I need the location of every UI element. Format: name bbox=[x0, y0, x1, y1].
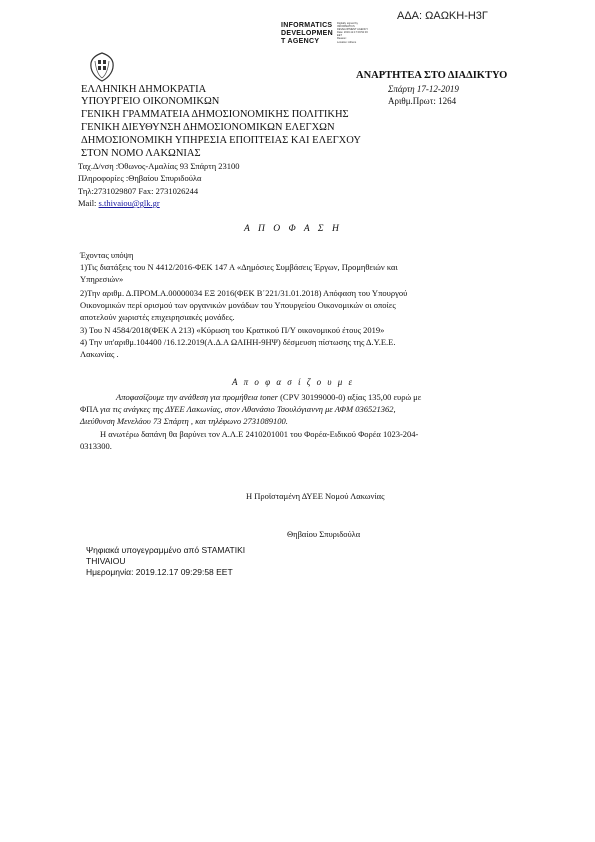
protocol-number: Αριθμ.Πρωτ: 1264 bbox=[388, 96, 457, 106]
greek-emblem-icon bbox=[88, 52, 116, 82]
stamp-brand-line: DEVELOPMEN bbox=[281, 30, 334, 37]
document-date: Σπάρτη 17-12-2019 bbox=[388, 84, 459, 94]
header-line: ΕΛΛΗΝΙΚΗ ΔΗΜΟΚΡΑΤΙΑ bbox=[81, 84, 207, 95]
email-link[interactable]: s.thivaiou@glk.gr bbox=[98, 198, 160, 208]
decision-line: 0313300. bbox=[80, 441, 112, 451]
stamp-brand-line: INFORMATICS bbox=[281, 22, 333, 29]
info-line: Πληροφορίες :Θηβαίου Σπυριδούλα bbox=[78, 173, 202, 183]
decision-text: ΦΠΑ bbox=[80, 404, 101, 414]
stamp-meta-line: DEVELOPMENT AGENCY bbox=[337, 28, 369, 32]
legal-item: 4) Την υπ'αριθμ.104400 /16.12.2019(Α.Δ.Α ΩΑΙΗΗ-9ΗΨ) δέσμευση πίστωσης της Δ.Υ.Ε.Ε. bbox=[80, 337, 396, 347]
mail-line bbox=[78, 198, 160, 209]
mail-label: Mail: bbox=[78, 198, 99, 208]
legal-item: Υπηρεσιών» bbox=[80, 274, 124, 284]
header-line: ΓΕΝΙΚΗ ΔΙΕΥΘΥΝΣΗ ΔΗΜΟΣΙΟΝΟΜΙΚΩΝ ΕΛΕΓΧΩΝ bbox=[81, 122, 335, 133]
phone-line: Τηλ:2731029807 Fax: 2731026244 bbox=[78, 186, 199, 196]
stamp-meta-line: EET bbox=[337, 34, 343, 38]
digital-signature-line: Ψηφιακά υπογεγραμμένο από STAMATIKI bbox=[86, 545, 246, 555]
legal-item: αποτελούν χωριστές επιχειρησιακές μονάδες. bbox=[80, 312, 235, 322]
stamp-meta-line: Date: 2019.12.17 09:52:33 bbox=[337, 31, 368, 35]
digital-signature-stamp bbox=[281, 22, 368, 46]
header-line: ΔΗΜΟΣΙΟΝΟΜΙΚΗ ΥΠΗΡΕΣΙΑ ΕΠΟΠΤΕΙΑΣ ΚΑΙ ΕΛΕΓΧΟΥ bbox=[81, 135, 361, 146]
decision-line: Η ανωτέρω δαπάνη θα βαρύνει τον Α.Λ.Ε 2410201001 του Φορέα-Ειδικού Φορέα 1023-204- bbox=[100, 429, 419, 439]
stamp-brand bbox=[281, 22, 333, 46]
decision-text: (CPV 30199000-0) αξίας 135,00 ευρώ με bbox=[277, 392, 422, 402]
posted-online-label: ΑΝΑΡΤΗΤΕΑ ΣΤΟ ΔΙΑΔΙΚΤΥΟ bbox=[356, 70, 508, 81]
decision-text-italic: Διεύθυνση Μενελάου 73 Σπάρτη , και τηλέφωνο 2731089100. bbox=[80, 416, 288, 426]
signatory-role: Η Προϊσταμένη ΔΥΕΕ Νομού Λακωνίας bbox=[246, 491, 385, 501]
decision-heading: Α π ο φ α σ ί ζ ο υ μ ε bbox=[232, 377, 355, 387]
stamp-meta-line: Digitally signed by bbox=[337, 22, 358, 25]
stamp-meta-line: INFORMATICS bbox=[337, 25, 355, 29]
document-title: Α Π Ο Φ Α Σ Η bbox=[244, 224, 342, 234]
stamp-brand-line: T AGENCY bbox=[281, 38, 320, 45]
legal-item: Οικονομικών περί ορισμού των οργανικών μονάδων του Υπουργείου Οικονομικών οι οποίες bbox=[80, 300, 396, 310]
decision-line bbox=[80, 416, 288, 427]
legal-item: Λακωνίας . bbox=[80, 349, 119, 359]
legal-item: 1)Τις διατάξεις του Ν 4412/2016-ΦΕΚ 147 Α «Δημόσιες Συμβάσεις Έργων, Προμηθειών και bbox=[80, 262, 398, 272]
stamp-meta bbox=[337, 22, 368, 44]
digital-signature-line: THIVAIOU bbox=[86, 556, 126, 566]
header-line: ΣΤΟΝ ΝΟΜΟ ΛΑΚΩΝΙΑΣ bbox=[81, 148, 201, 159]
legal-item: 2)Την αριθμ. Δ.ΠΡΟΜ.Α.00000034 ΕΞ 2016(ΦΕΚ Β΄221/31.01.2018) Απόφαση του Υπουργού bbox=[80, 288, 408, 298]
decision-text-italic: Αποφασίζουμε την ανάθεση για προμήθεια toner bbox=[116, 392, 278, 402]
signatory-name: Θηβαίου Σπυριδούλα bbox=[287, 529, 361, 539]
header-line: ΓΕΝΙΚΗ ΓΡΑΜΜΑΤΕΙΑ ΔΗΜΟΣΙΟΝΟΜΙΚΗΣ ΠΟΛΙΤΙΚΗΣ bbox=[81, 109, 349, 120]
considering-heading: Έχοντας υπόψη bbox=[80, 250, 134, 260]
stamp-meta-line: Location: Athens bbox=[337, 40, 357, 44]
legal-item: 3) Του Ν 4584/2018(ΦΕΚ Α 213) «Κύρωση του Κρατικού Π/Υ οικονομικού έτους 2019» bbox=[80, 325, 385, 335]
decision-text-italic: για τις ανάγκες της ΔΥΕΕ Λακωνίας, στον Αθανάσιο Τσουλόγιαννη με ΑΦΜ 036521362, bbox=[100, 404, 396, 414]
decision-line bbox=[80, 404, 396, 415]
address-line: Ταχ.Δ/νση :Όθωνος-Αμαλίας 93 Σπάρτη 23100 bbox=[78, 161, 240, 171]
stamp-meta-line: Reason: bbox=[337, 37, 347, 41]
header-line: ΥΠΟΥΡΓΕΙΟ ΟΙΚΟΝΟΜΙΚΩΝ bbox=[81, 96, 220, 107]
digital-signature-line: Ημερομηνία: 2019.12.17 09:29:58 EET bbox=[86, 567, 233, 577]
decision-line bbox=[116, 392, 421, 403]
ada-code: ΑΔΑ: ΩΑΩΚΗ-Η3Γ bbox=[397, 10, 488, 22]
